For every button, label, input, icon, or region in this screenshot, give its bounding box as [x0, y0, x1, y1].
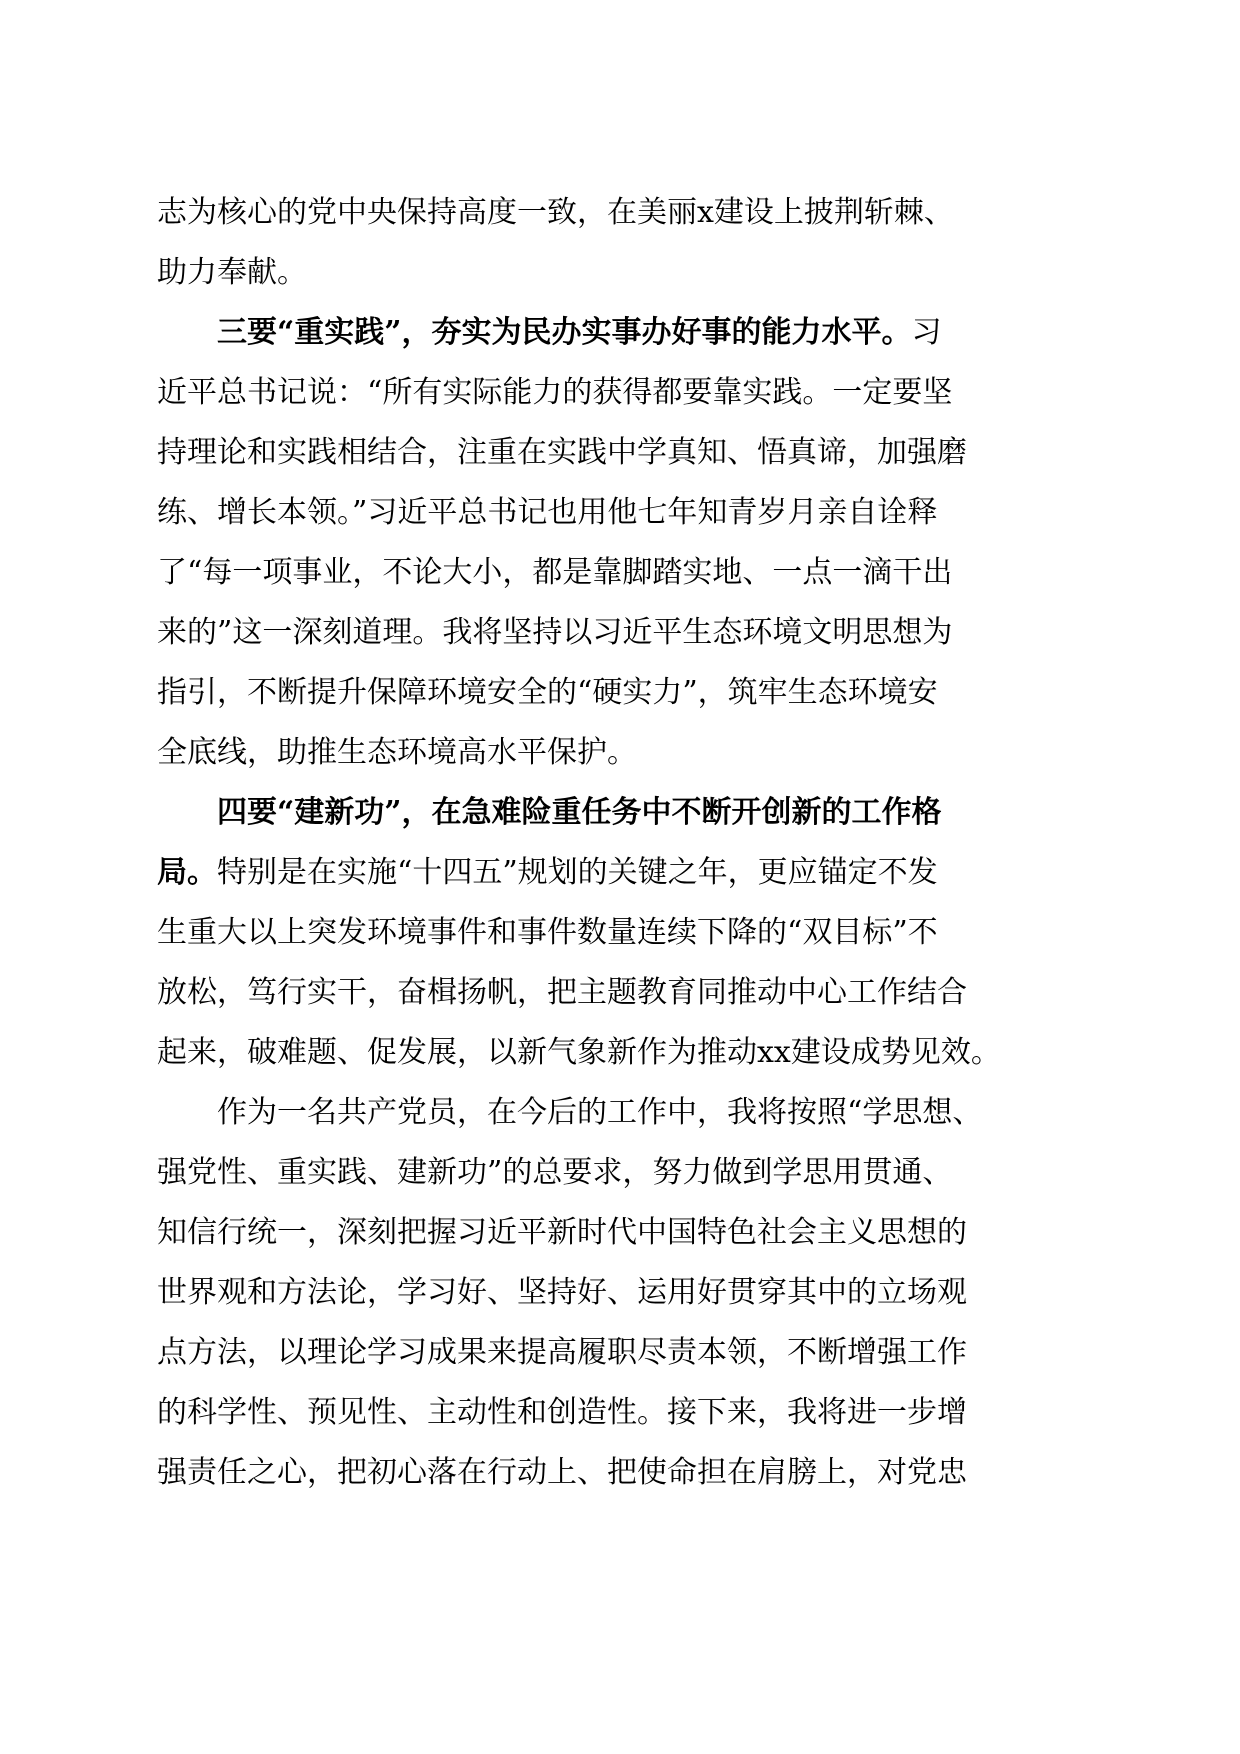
body-text-line: 点方法，以理论学习成果来提高履职尽责本领，不断增强工作	[157, 1335, 967, 1370]
section-heading-3: 三要“重实践”，夯实为民办实事办好事的能力水平。	[217, 315, 912, 350]
body-text-line: 的科学性、预见性、主动性和创造性。接下来，我将进一步增	[157, 1395, 967, 1430]
body-text-line: 生重大以上突发环境事件和事件数量连续下降的“双目标”不	[157, 915, 938, 950]
body-text-fragment: 习	[911, 315, 942, 350]
body-text-line: 起来，破难题、促发展，以新气象新作为推动xx建设成势见效。	[157, 1035, 1001, 1070]
body-text-line: 近平总书记说：“所有实际能力的获得都要靠实践。一定要坚	[157, 375, 953, 410]
body-text-line: 了“每一项事业，不论大小，都是靠脚踏实地、一点一滴干出	[157, 555, 953, 590]
body-text-line: 世界观和方法论，学习好、坚持好、运用好贯穿其中的立场观	[157, 1275, 967, 1310]
paragraph-2-first-line	[217, 313, 1097, 353]
body-text-line: 全底线，助推生态环境高水平保护。	[157, 735, 637, 770]
section-heading-4-end: 局。	[157, 855, 217, 890]
body-text-line: 作为一名共产党员，在今后的工作中，我将按照“学思想、	[217, 1095, 983, 1130]
body-text-line: 练、增长本领。”习近平总书记也用他七年知青岁月亲自诠释	[157, 495, 938, 530]
body-text-line: 助力奉献。	[157, 255, 307, 290]
body-text-fragment: 特别是在实施“十四五”规划的关键之年，更应锚定不发	[217, 855, 938, 890]
body-text-line: 持理论和实践相结合，注重在实践中学真知、悟真谛，加强磨	[157, 435, 967, 470]
body-text-line: 强党性、重实践、建新功”的总要求，努力做到学思用贯通、	[157, 1155, 953, 1190]
body-text-line: 强责任之心，把初心落在行动上、把使命担在肩膀上，对党忠	[157, 1455, 967, 1490]
body-text-line: 知信行统一，深刻把握习近平新时代中国特色社会主义思想的	[157, 1215, 967, 1250]
body-text-line: 指引，不断提升保障环境安全的“硬实力”，筑牢生态环境安	[157, 675, 938, 710]
section-heading-4: 四要“建新功”，在急难险重任务中不断开创新的工作格	[217, 795, 942, 830]
body-text-line: 放松，笃行实干，奋楫扬帆，把主题教育同推动中心工作结合	[157, 975, 967, 1010]
paragraph-3-second-line	[157, 853, 1097, 893]
body-text-line: 志为核心的党中央保持高度一致，在美丽x建设上披荆斩棘、	[157, 195, 954, 230]
body-text-line: 来的”这一深刻道理。我将坚持以习近平生态环境文明思想为	[157, 615, 953, 650]
